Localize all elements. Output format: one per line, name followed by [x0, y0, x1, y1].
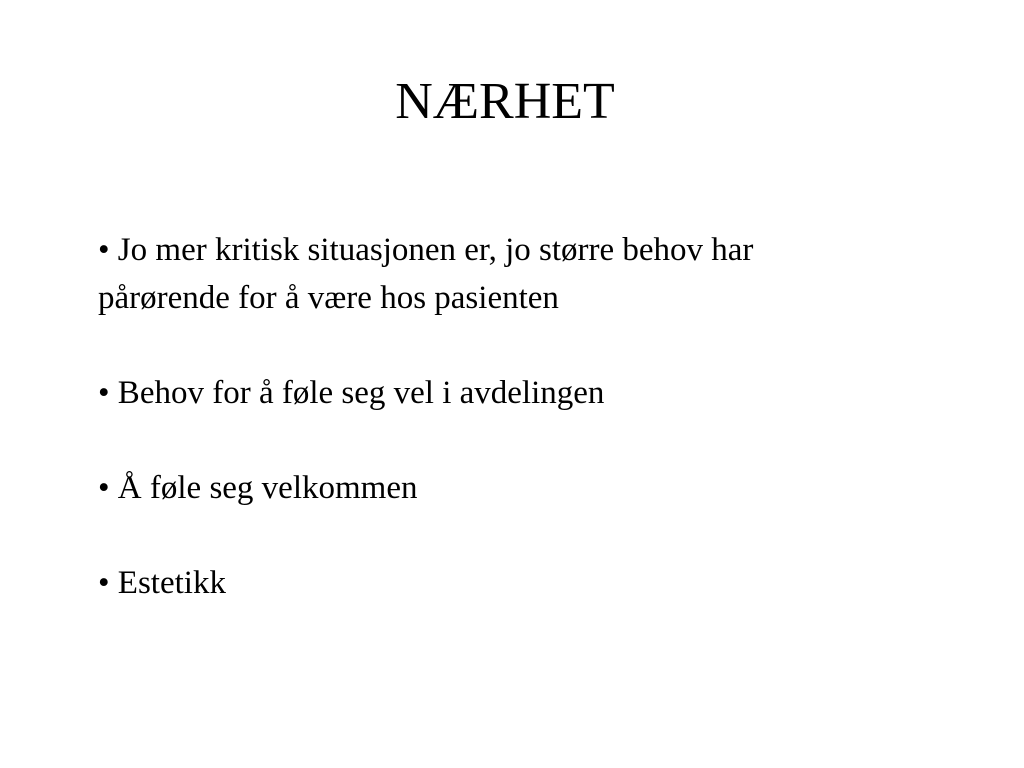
- slide-title: NÆRHET: [395, 73, 615, 130]
- bullet-item: • Å føle seg velkommen: [98, 470, 418, 506]
- bullet-item: • Jo mer kritisk situasjonen er, jo større behov har pårørende for å være hos pasienten: [98, 232, 754, 316]
- bullet-item: • Behov for å føle seg vel i avdelingen: [98, 375, 605, 411]
- bullet-item: • Estetikk: [98, 565, 226, 601]
